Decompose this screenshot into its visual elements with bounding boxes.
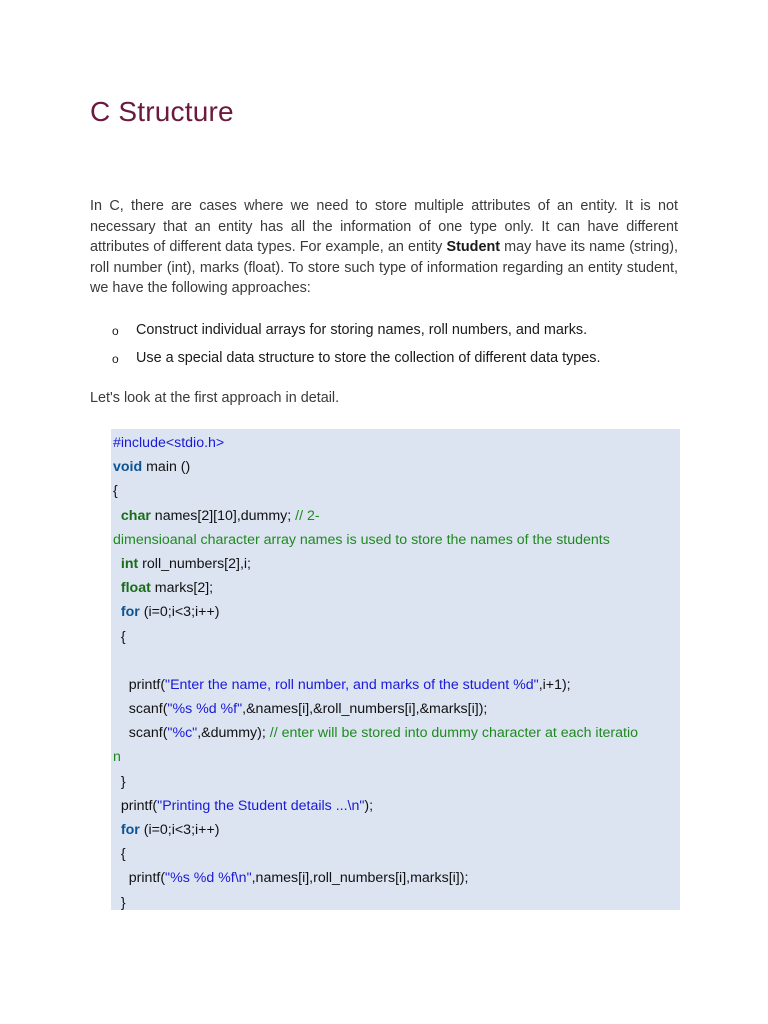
string-literal: "Enter the name, roll number, and marks of the student %d" [165, 676, 539, 693]
code-text: (i=0;i<3;i++) [139, 822, 220, 838]
code-text: { [120, 846, 126, 863]
code-line [113, 721, 680, 745]
code-text: { [120, 628, 126, 645]
list-item [90, 348, 690, 368]
code-block [111, 429, 680, 910]
code-text: marks[2]; [150, 580, 214, 597]
code-line-blank [113, 649, 680, 673]
code-text: } [120, 773, 126, 790]
code-line [113, 455, 680, 479]
code-text: printf( [128, 676, 166, 693]
lead-paragraph: Let's look at the first approach in detail. [90, 390, 340, 406]
keyword: int [120, 555, 139, 572]
code-line [113, 745, 680, 769]
code-line [113, 842, 680, 866]
list-item [90, 320, 690, 340]
intro-text-2: may have its name (string), roll number (int), marks (float). To store such type of information regarding an entity student, we have the following approaches: [90, 239, 678, 297]
code-text: names[2][10],dummy; [150, 507, 296, 524]
keyword: for [120, 822, 140, 838]
code-text: ,names[i],roll_numbers[i],marks[i]); [251, 870, 469, 887]
code-line [113, 697, 680, 721]
intro-text-1: In C, there are cases where we need to store multiple attributes of an entity. It is not necessary that an entity has all the information of one type only. It can have different attributes of different data types. For example, an entity [90, 198, 678, 256]
code-line [113, 576, 680, 600]
code-line [113, 891, 680, 915]
code-text: ,i+1); [538, 676, 571, 693]
list-item-text: Use a special data structure to store the collection of different data types. [136, 350, 601, 366]
code-line [113, 552, 680, 576]
code-line [113, 673, 680, 697]
code-line [113, 600, 680, 624]
code-line [113, 794, 680, 818]
code-text: scanf( [128, 701, 168, 718]
code-line [113, 770, 680, 794]
code-line [113, 504, 680, 528]
code-comment: // enter will be stored into dummy character at each iteratio [269, 725, 639, 742]
string-literal: "%s %d %f" [167, 701, 243, 718]
keyword: char [120, 507, 151, 524]
code-line [113, 625, 680, 649]
code-text: ,&names[i],&roll_numbers[i],&marks[i]); [242, 701, 488, 718]
code-line [113, 479, 680, 503]
code-comment: dimensioanal character array names is used to store the names of the students [113, 531, 610, 548]
keyword: void [113, 459, 143, 476]
code-line [113, 866, 680, 890]
string-literal: "Printing the Student details ...\n" [157, 797, 365, 814]
code-text: } [120, 894, 126, 911]
code-line [113, 431, 680, 455]
approach-list [90, 320, 690, 376]
code-text: ,&dummy); [197, 725, 270, 742]
keyword: float [120, 580, 151, 597]
code-text: main () [142, 459, 191, 476]
string-literal: "%c" [167, 725, 198, 742]
string-literal: "%s %d %f\n" [165, 870, 252, 887]
code-line [113, 818, 680, 842]
list-item-text: Construct individual arrays for storing names, roll numbers, and marks. [136, 322, 588, 338]
code-text: ); [364, 797, 374, 814]
page-title: C Structure [90, 96, 234, 127]
code-comment: n [113, 749, 121, 766]
circle-bullet-icon: o [112, 352, 119, 366]
circle-bullet-icon: o [112, 324, 119, 338]
keyword: for [120, 604, 140, 621]
intro-bold-student: Student [446, 239, 501, 256]
code-text: { [113, 483, 118, 500]
intro-paragraph [90, 196, 678, 299]
code-text: (i=0;i<3;i++) [139, 604, 220, 621]
preprocessor-directive: #include<stdio.h> [113, 435, 225, 451]
code-text: printf( [120, 797, 158, 814]
code-text: scanf( [128, 725, 168, 742]
code-text: roll_numbers[2],i; [138, 555, 251, 572]
code-text: printf( [128, 870, 166, 887]
code-comment: // 2- [295, 507, 320, 524]
code-line [113, 528, 680, 552]
